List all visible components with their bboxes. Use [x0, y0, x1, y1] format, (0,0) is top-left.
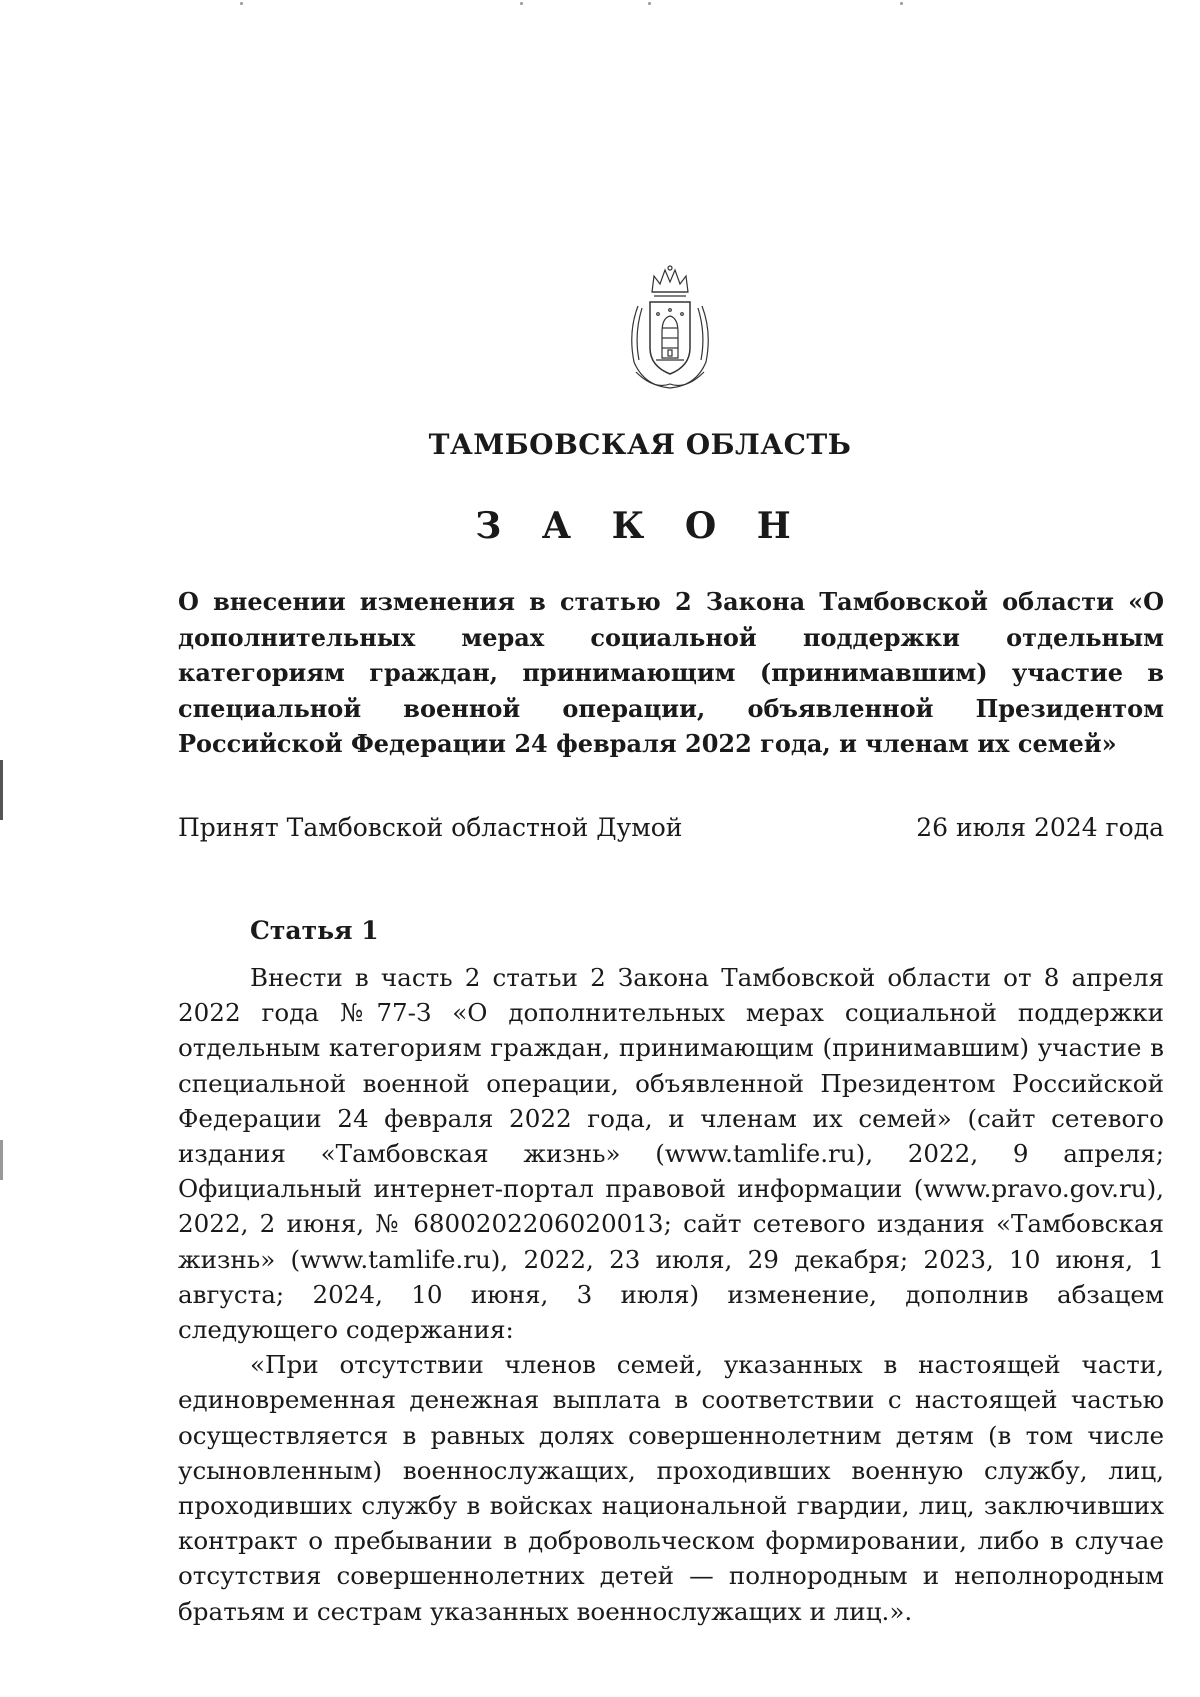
adopted-by: Принят Тамбовской областной Думой — [178, 813, 683, 842]
adoption-date: 26 июля 2024 года — [916, 813, 1164, 842]
article-heading: Статья 1 — [250, 916, 379, 945]
tambov-coat-of-arms-icon — [624, 262, 716, 392]
law-title: О внесении изменения в статью 2 Закона Тамбовской области «О дополнительных мерах социальной поддержки отдельным категориям граждан, принимающим (принимавшим) участие в специальной военной операции, объявленной Президентом Российской Федерации 24 февраля 2022 года, и членам их семей» — [178, 587, 1164, 758]
scan-artifacts — [0, 2, 1200, 8]
scan-edge-mark — [0, 760, 3, 820]
adoption-line — [178, 813, 1164, 842]
region-title: ТАМБОВСКАЯ ОБЛАСТЬ — [428, 428, 852, 461]
article-body — [178, 960, 1164, 1629]
scan-edge-mark — [0, 1140, 3, 1180]
document-type: З А К О Н — [475, 505, 805, 547]
article-paragraph: Внести в часть 2 статьи 2 Закона Тамбовской области от 8 апреля 2022 года №77-З «О дополнительных мерах социальной поддержки отдельным категориям граждан, принимающим (принимавшим) участие в специальной военной операции, объявленной Президентом Российской Федерации 24 февраля 2022 года, и членам их семей» (сайт сетевого издания «Тамбовская жизнь» (www.tamlife.ru), 2022, 9 апреля; Официальный интернет-портал правовой информации (www.pravo.gov.ru), 2022, 2 июня, № 6800202206020013; сайт сетевого издания «Тамбовская жизнь» (www.tamlife.ru), 2022, 23 июля, 29 декабря; 2023, 10 июня, 1 августа; 2024, 10 июня, 3 июля) изменение, дополнив абзацем следующего содержания: — [178, 963, 1164, 1345]
article-paragraph: «При отсутствии членов семей, указанных в настоящей части, единовременная денежная выплата в соответствии с настоящей частью осуществляется в равных долях совершеннолетним детям (в том числе усыновленным) военнослужащих, проходивших военную службу, лиц, проходивших службу в войсках национальной гвардии, лиц, заключивших контракт о пребывании в добровольческом формировании, либо в случае отсутствия совершеннолетних детей — полнородным и неполнородным братьям и сестрам указанных военнослужащих и лиц.». — [178, 1350, 1164, 1626]
